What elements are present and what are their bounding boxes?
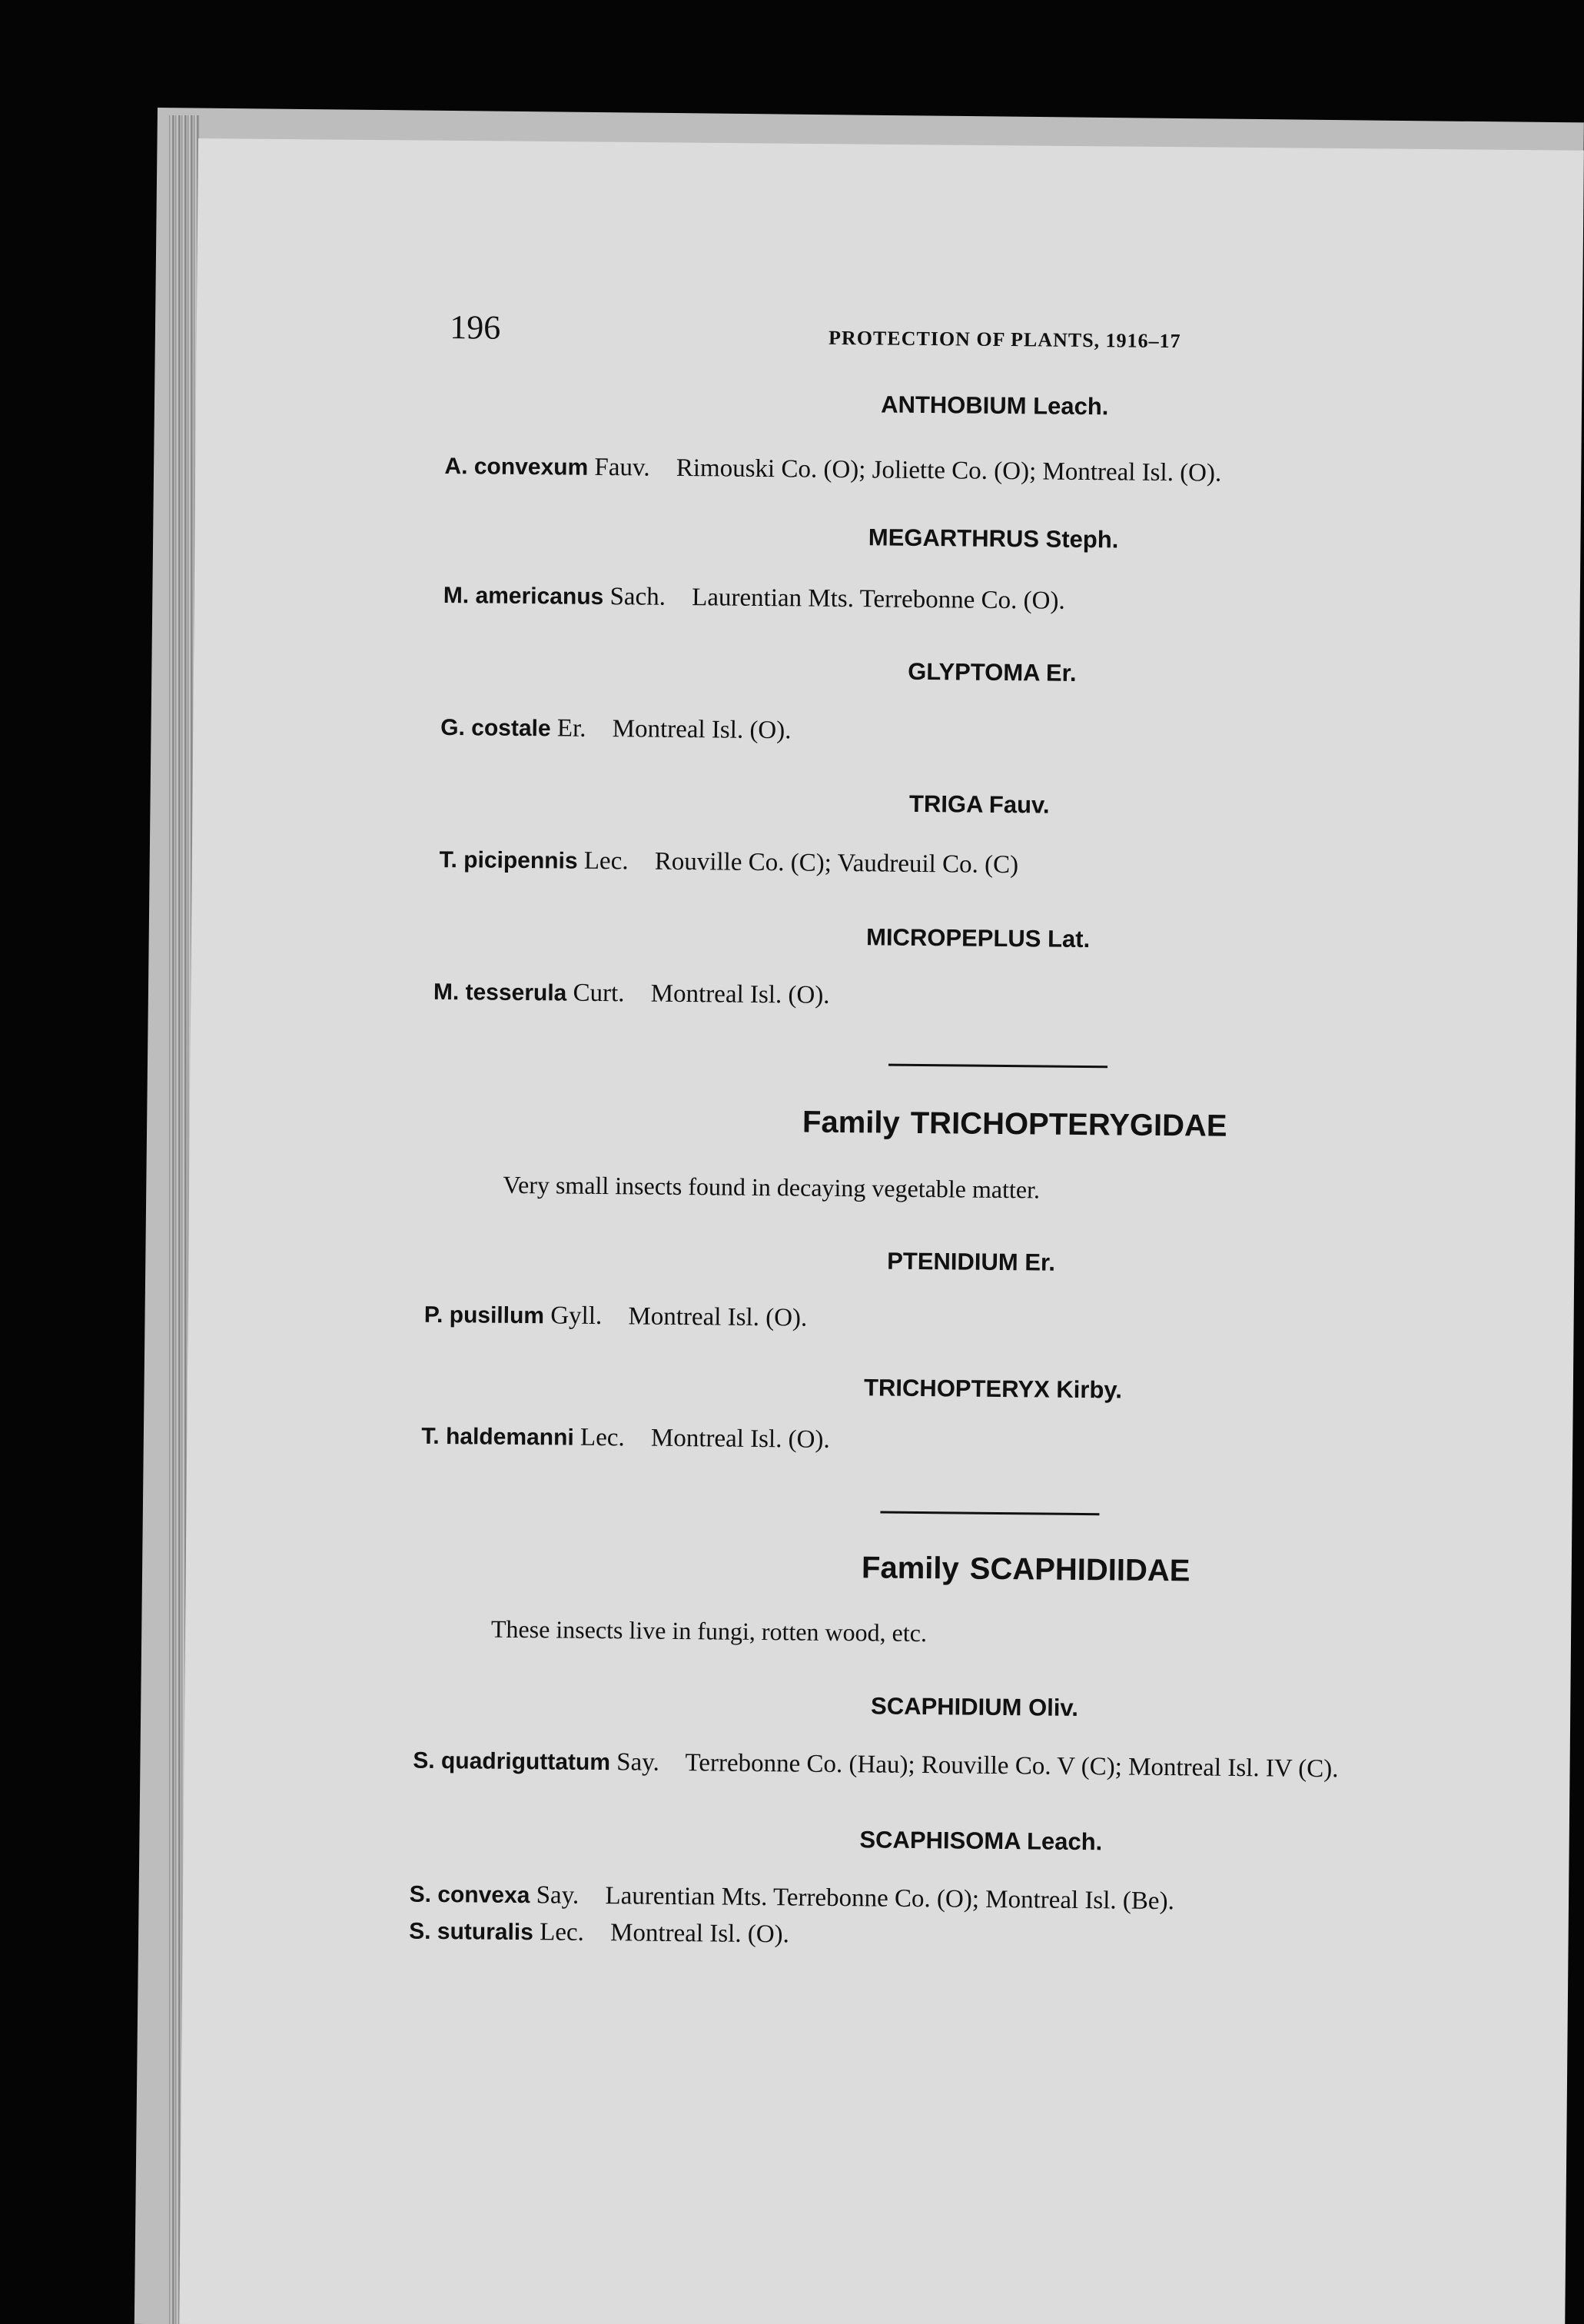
- species-author: Say.: [536, 1881, 579, 1910]
- species-name: S. quadriguttatum: [413, 1747, 611, 1776]
- section-divider: [880, 1511, 1099, 1515]
- species-entry: [409, 1917, 789, 1950]
- species-entry: [424, 1301, 808, 1333]
- genus-heading: TRIGA Fauv.: [908, 790, 1050, 819]
- section-divider: [888, 1064, 1107, 1069]
- species-name: S. suturalis: [409, 1918, 534, 1946]
- genus-heading: MICROPEPLUS Lat.: [865, 923, 1091, 953]
- species-entry: [444, 452, 1221, 488]
- family-name: TRICHOPTERYGIDAE: [910, 1105, 1227, 1143]
- species-localities: Terrebonne Co. (Hau); Rouville Co. V (C); Montreal Isl. IV (C).: [685, 1749, 1339, 1784]
- species-author: Sach.: [609, 583, 666, 611]
- species-entry: [439, 846, 1018, 879]
- species-author: Say.: [616, 1748, 660, 1777]
- family-description: These insects live in fungi, rotten wood, etc.: [490, 1614, 928, 1647]
- species-entry: [409, 1880, 1174, 1917]
- species-author: Lec.: [539, 1918, 585, 1947]
- genus-heading: PTENIDIUM Er.: [887, 1247, 1056, 1276]
- family-label: Family: [861, 1551, 959, 1586]
- genus-heading: TRICHOPTERYX Kirby.: [863, 1374, 1123, 1404]
- genus-heading: ANTHOBIUM Leach.: [881, 391, 1109, 421]
- species-name: M. tesserula: [433, 979, 567, 1006]
- species-name: M. americanus: [443, 582, 604, 610]
- genus-heading: MEGARTHRUS Steph.: [868, 524, 1119, 554]
- species-localities: Laurentian Mts. Terrebonne Co. (O); Montreal Isl. (Be).: [605, 1882, 1174, 1916]
- species-name: P. pusillum: [423, 1302, 545, 1329]
- species-author: Er.: [556, 714, 586, 743]
- species-localities: Montreal Isl. (O).: [650, 979, 830, 1009]
- species-name: G. costale: [440, 714, 551, 742]
- species-localities: Rimouski Co. (O); Joliette Co. (O); Montreal Isl. (O).: [676, 454, 1222, 487]
- species-entry: [413, 1747, 1339, 1784]
- running-title: PROTECTION OF PLANTS, 1916–17: [828, 326, 1181, 353]
- genus-heading: SCAPHISOMA Leach.: [859, 1826, 1103, 1856]
- species-author: Lec.: [579, 1423, 625, 1452]
- genus-heading: GLYPTOMA Er.: [908, 657, 1077, 687]
- genus-heading: SCAPHIDIUM Oliv.: [870, 1692, 1079, 1721]
- species-author: Curt.: [573, 979, 625, 1008]
- species-entry: [443, 581, 1065, 616]
- species-entry: [433, 978, 830, 1010]
- species-localities: Montreal Isl. (O).: [609, 1919, 790, 1949]
- family-label: Family: [802, 1105, 900, 1140]
- species-localities: Montreal Isl. (O).: [612, 715, 792, 745]
- species-localities: Rouville Co. (C); Vaudreuil Co. (C): [654, 847, 1019, 879]
- family-description: Very small insects found in decaying vegetable matter.: [503, 1170, 1041, 1204]
- species-entry: [421, 1422, 830, 1455]
- species-localities: Laurentian Mts. Terrebonne Co. (O).: [692, 583, 1065, 615]
- page-number: 196: [449, 308, 501, 347]
- family-heading: [669, 1104, 1360, 1145]
- species-name: S. convexa: [409, 1881, 530, 1909]
- family-name: SCAPHIDIIDAE: [969, 1551, 1190, 1588]
- species-author: Fauv.: [594, 453, 650, 482]
- family-heading: [680, 1549, 1372, 1591]
- species-localities: Montreal Isl. (O).: [628, 1302, 808, 1332]
- species-author: Lec.: [583, 846, 629, 876]
- species-entry: [440, 713, 792, 745]
- species-name: T. haldemanni: [421, 1423, 574, 1451]
- species-name: A. convexum: [444, 453, 589, 480]
- species-author: Gyll.: [550, 1302, 603, 1331]
- species-localities: Montreal Isl. (O).: [650, 1424, 830, 1454]
- species-name: T. picipennis: [439, 846, 578, 874]
